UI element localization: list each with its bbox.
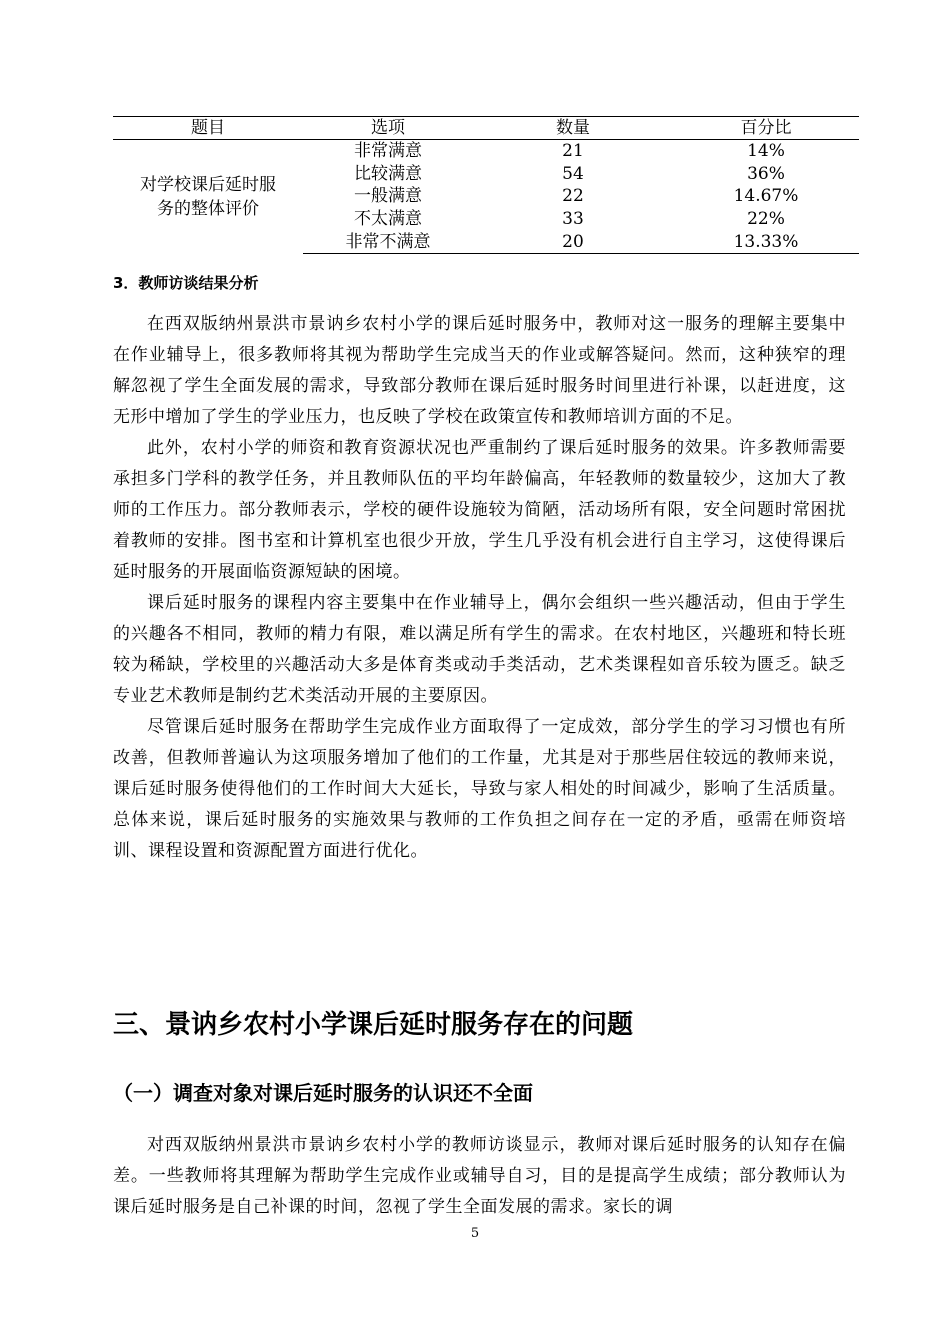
percent-cell: 14.67% [733,186,799,207]
chapter-heading: 三、景讷乡农村小学课后延时服务存在的问题 [113,1010,634,1040]
count-cell: 22 [562,186,584,207]
option-cell: 不太满意 [354,209,422,230]
header-count: 数量 [473,117,673,140]
option-cell: 一般满意 [354,186,422,207]
percent-cell: 36% [747,163,785,184]
subsection-body [113,1130,846,1223]
header-percent: 百分比 [673,117,859,140]
count-cell: 20 [473,230,673,253]
paragraph: 课后延时服务的课程内容主要集中在作业辅导上，偶尔会组织一些兴趣活动，但由于学生的兴趣各不相同，教师的精力有限，难以满足所有学生的需求。在农村地区，兴趣班和特长班较为稀缺，学校里的兴趣活动大多是体育类或动手类活动，艺术类课程如音乐较为匮乏。缺乏专业艺术教师是制约艺术类活动开展的主要原因。 [113,593,846,706]
paragraph: 此外，农村小学的师资和教育资源状况也严重制约了课后延时服务的效果。许多教师需要承担多门学科的教学任务，并且教师队伍的平均年龄偏高，年轻教师的数量较少，这加大了教师的工作压力。部分教师表示，学校的硬件设施较为简陋，活动场所有限，安全问题时常困扰着教师的安排。图书室和计算机室也很少开放，学生几乎没有机会进行自主学习，这使得课后延时服务的开展面临资源短缺的困境。 [113,438,846,582]
question-line-2: 务的整体评价 [157,198,259,219]
subsection-heading: （一）调查对象对课后延时服务的认识还不全面 [113,1081,533,1105]
section-body [113,309,846,867]
paragraph: 对西双版纳州景洪市景讷乡农村小学的教师访谈显示，教师对课后延时服务的认知存在偏差。一些教师将其理解为帮助学生完成作业或辅导自习，目的是提高学生成绩；部分教师认为课后延时服务是自己补课的时间，忽视了学生全面发展的需求。家长的调 [113,1135,846,1217]
table-header-row [113,117,859,140]
percent-cell: 22% [747,209,785,230]
option-cell: 非常不满意 [303,230,473,253]
count-cell: 54 [562,163,584,184]
page-number: 5 [470,1226,480,1241]
count-cell: 21 [562,141,584,162]
table-row [113,140,859,163]
paragraph: 尽管课后延时服务在帮助学生完成作业方面取得了一定成效，部分学生的学习习惯也有所改善，但教师普遍认为这项服务增加了他们的工作量，尤其是对于那些居住较远的教师来说，课后延时服务使得他们的工作时间大大延长，导致与家人相处的时间减少，影响了生活质量。总体来说，课后延时服务的实施效果与教师的工作负担之间存在一定的矛盾，亟需在师资培训、课程设置和资源配置方面进行优化。 [113,717,846,861]
header-question: 题目 [113,117,303,140]
count-cell: 33 [562,209,584,230]
percent-cell: 13.33% [673,230,859,253]
percent-cell: 14% [747,141,785,162]
header-option: 选项 [303,117,473,140]
option-cell: 比较满意 [354,163,422,184]
question-line-1: 对学校课后延时服 [140,174,276,195]
satisfaction-table [113,116,859,254]
question-cell [113,140,303,254]
paragraph: 在西双版纳州景洪市景讷乡农村小学的课后延时服务中，教师对这一服务的理解主要集中在作业辅导上，很多教师将其视为帮助学生完成当天的作业或解答疑问。然而，这种狭窄的理解忽视了学生全面发展的需求，导致部分教师在课后延时服务时间里进行补课，以赶进度，这无形中增加了学生的学业压力，也反映了学校在政策宣传和教师培训方面的不足。 [113,314,846,427]
option-cell: 非常满意 [354,141,422,162]
section-heading-teacher-interview: 3．教师访谈结果分析 [113,274,259,292]
